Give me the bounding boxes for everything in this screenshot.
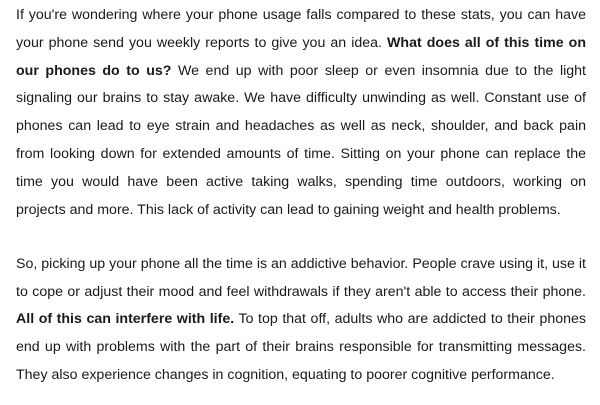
paragraph-text: So, picking up your phone all the time is an addictive behavior. People crave using it, use it to cope or adjust their mood and feel withdrawals if they aren't able to access their phone. xyxy=(16,255,586,300)
paragraph-text: If you're wondering where your phone usage falls compared to these stats, you can have your phone send you weekly reports to give you an idea. xyxy=(16,7,586,51)
bold-question: What does all of this time on our phones do to us? xyxy=(16,34,586,79)
paragraph-phone-effects xyxy=(16,2,586,224)
bold-statement: All of this can interfere with life. xyxy=(16,311,235,328)
paragraph-text: To top that off, adults who are addicted to their phones end up with problems with the part of their brains responsible for transmitting messages. They also experience changes in cognition, equating to poorer cognitive performance. xyxy=(16,311,586,384)
article-body xyxy=(16,2,586,390)
paragraph-addictive-behavior xyxy=(16,251,586,390)
paragraph-text: We end up with poor sleep or even insomnia due to the light signaling our brains to stay awake. We have difficulty unwinding as well. Constant use of phones can lead to eye strain and headaches as well as neck, shoulder, and back pain from looking down for extended amounts of time. Sitting on your phone can replace the time you would have been active taking walks, spending time outdoors, working on projects and more. This lack of activity can lead to gaining weight and health problems. xyxy=(16,62,586,218)
